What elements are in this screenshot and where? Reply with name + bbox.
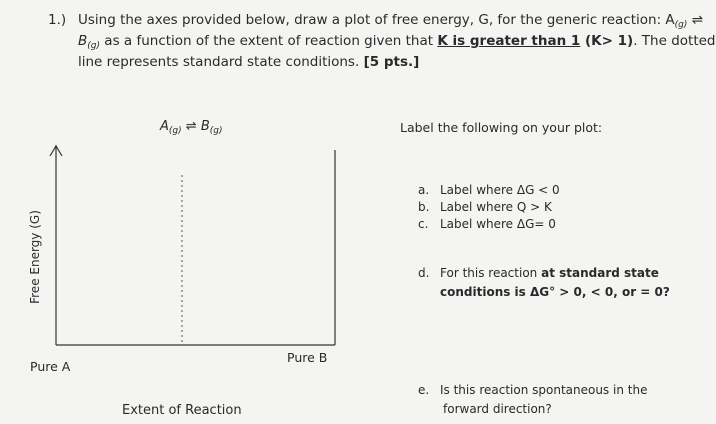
question-line-2-text: as a function of the extent of reaction given that xyxy=(100,33,438,49)
species-b: B xyxy=(78,33,88,49)
instruction-item-e xyxy=(418,383,647,397)
item-text: Label where ΔG= 0 xyxy=(440,217,556,231)
reaction-label xyxy=(160,119,223,136)
item-text-bold: at standard state xyxy=(541,266,659,280)
instruction-item-c xyxy=(418,217,556,231)
question-line-1 xyxy=(78,12,703,30)
species-b: B xyxy=(200,119,210,134)
pure-b-label: Pure B xyxy=(287,350,328,365)
plot-area xyxy=(30,140,340,350)
item-letter: a. xyxy=(418,183,430,197)
instruction-item-a xyxy=(418,183,560,197)
item-text: Label where Q > K xyxy=(440,200,552,214)
k-condition-emphasis: K is greater than 1 xyxy=(437,33,581,49)
x-axis-label: Extent of Reaction xyxy=(122,403,242,418)
question-line-2 xyxy=(78,33,716,51)
question-line-2-end: . The dotted xyxy=(633,33,716,49)
subscript-g: (g) xyxy=(209,126,223,136)
equilibrium-arrow: ⇌ xyxy=(181,119,201,134)
question-line-3-text: line represents standard state conditions. xyxy=(78,54,364,70)
subscript-g: (g) xyxy=(168,126,182,136)
item-letter: e. xyxy=(418,383,430,397)
y-axis-label: Free Energy (G) xyxy=(28,210,42,304)
item-letter: b. xyxy=(418,200,430,214)
item-text: Is this reaction spontaneous in the xyxy=(440,383,648,397)
item-text: For this reaction xyxy=(440,266,542,280)
question-line-3 xyxy=(78,54,419,70)
question-number: 1.) xyxy=(48,12,67,28)
instruction-item-d-line-2: conditions is ΔG° > 0, < 0, or = 0? xyxy=(440,285,670,299)
item-letter: c. xyxy=(418,217,429,231)
points-label: [5 pts.] xyxy=(363,54,420,70)
species-a: A xyxy=(160,119,169,134)
instruction-item-e-line-2: forward direction? xyxy=(443,402,552,416)
question-line-1-text: Using the axes provided below, draw a plot of free energy, G, for the generic reaction: A xyxy=(78,12,675,28)
instructions-heading: Label the following on your plot: xyxy=(400,120,603,135)
instruction-item-b xyxy=(418,200,552,214)
subscript-g: (g) xyxy=(87,41,101,51)
equilibrium-arrow: ⇌ xyxy=(687,12,704,28)
pure-a-label: Pure A xyxy=(30,359,71,374)
subscript-g: (g) xyxy=(674,20,688,30)
k-condition-paren: (K> 1) xyxy=(580,33,634,49)
item-text: Label where ΔG < 0 xyxy=(440,183,560,197)
instruction-item-d xyxy=(418,266,659,280)
item-letter: d. xyxy=(418,266,430,280)
